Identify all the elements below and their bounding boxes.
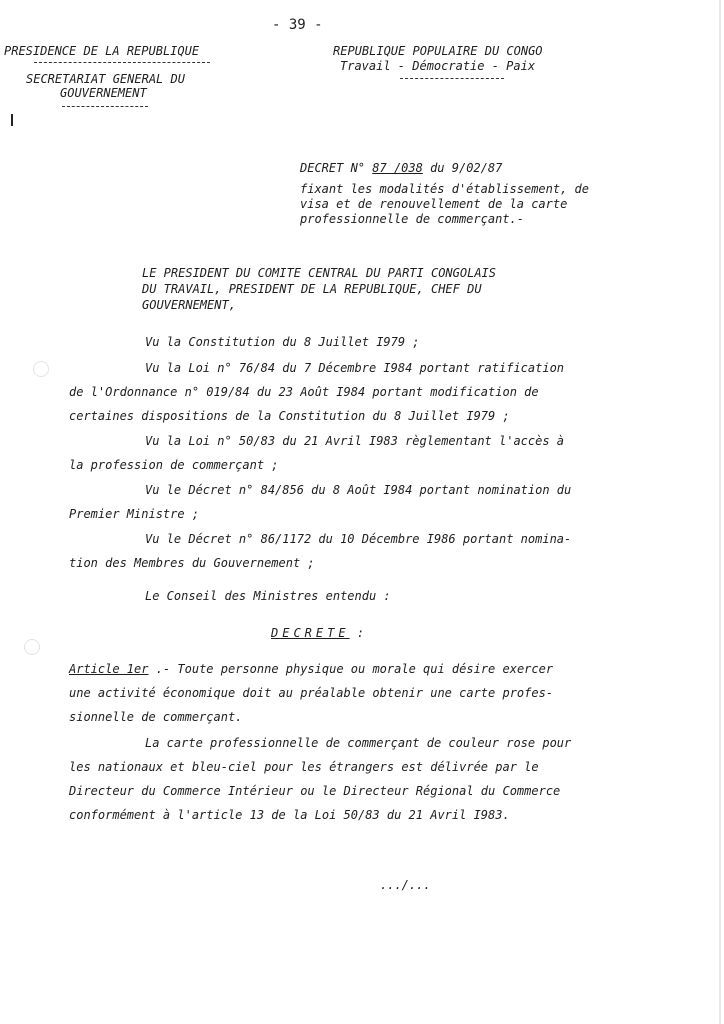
president-line: GOUVERNEMENT,	[142, 298, 236, 312]
decrete-colon: :	[356, 626, 365, 640]
article-1-label: Article 1er	[69, 662, 149, 676]
article-1-line: une activité économique doit au préalable obtenir une carte profes-	[69, 686, 554, 700]
article-1-line: sionnelle de commerçant.	[69, 710, 243, 724]
header-left-line2: SECRETARIAT GENERAL DU	[26, 72, 185, 86]
article-1-line	[69, 662, 553, 676]
header-left-line1: PRESIDENCE DE LA REPUBLIQUE	[4, 44, 200, 58]
paragraph-2-line: conformément à l'article 13 de la Loi 50/83 du 21 Avril I983.	[69, 808, 510, 822]
header-right-line1: REPUBLIQUE POPULAIRE DU CONGO	[333, 44, 543, 58]
punch-hole-mark	[24, 639, 40, 655]
decree-subject-line: fixant les modalités d'établissement, de	[300, 182, 589, 196]
visa-line: Vu la Constitution du 8 Juillet I979 ;	[145, 335, 420, 349]
decrete-word: DECRETE	[271, 626, 350, 640]
visa-line: Vu la Loi n° 50/83 du 21 Avril I983 règlementant l'accès à	[145, 434, 565, 448]
decree-number: 87 /038	[372, 161, 423, 175]
header-left-rule	[62, 106, 148, 107]
margin-tick	[11, 114, 13, 126]
header-left-rule	[34, 62, 210, 63]
decrete-heading	[271, 626, 364, 640]
decree-date: du 9/02/87	[430, 161, 503, 175]
visa-line: Vu le Décret n° 86/1172 du 10 Décembre I986 portant nomina-	[145, 532, 572, 546]
council-line: Le Conseil des Ministres entendu :	[145, 589, 391, 603]
header-left-line3: GOUVERNEMENT	[60, 86, 147, 100]
paragraph-2-line: Directeur du Commerce Intérieur ou le Directeur Régional du Commerce	[69, 784, 561, 798]
header-right-line2: Travail - Démocratie - Paix	[340, 59, 536, 73]
visa-line: Vu la Loi n° 76/84 du 7 Décembre I984 portant ratification	[145, 361, 565, 375]
visa-line: de l'Ordonnance n° 019/84 du 23 Août I984 portant modification de	[69, 385, 539, 399]
visa-line: certaines dispositions de la Constitution du 8 Juillet I979 ;	[69, 409, 510, 423]
president-line: LE PRESIDENT DU COMITE CENTRAL DU PARTI CONGOLAIS	[142, 266, 497, 280]
visa-line: la profession de commerçant ;	[69, 458, 279, 472]
paragraph-2-line: les nationaux et bleu-ciel pour les étrangers est délivrée par le	[69, 760, 539, 774]
scan-edge	[719, 0, 721, 1024]
decree-subject-line: visa et de renouvellement de la carte	[300, 197, 568, 211]
page-number: - 39 -	[272, 17, 323, 33]
decree-subject-line: professionnelle de commerçant.-	[300, 212, 524, 226]
punch-hole-mark	[33, 361, 49, 377]
decree-prefix: DECRET N°	[300, 161, 366, 175]
visa-line: Premier Ministre ;	[69, 507, 200, 521]
article-1-text: .- Toute personne physique ou morale qui désire exercer	[155, 662, 554, 676]
decree-title	[300, 161, 502, 175]
visa-line: Vu le Décret n° 84/856 du 8 Août I984 portant nomination du	[145, 483, 572, 497]
paragraph-2-line: La carte professionnelle de commerçant de couleur rose pour	[145, 736, 572, 750]
continuation-mark: .../...	[380, 878, 431, 892]
president-line: DU TRAVAIL, PRESIDENT DE LA REPUBLIQUE, CHEF DU	[142, 282, 482, 296]
header-right-rule	[400, 78, 504, 79]
visa-line: tion des Membres du Gouvernement ;	[69, 556, 315, 570]
